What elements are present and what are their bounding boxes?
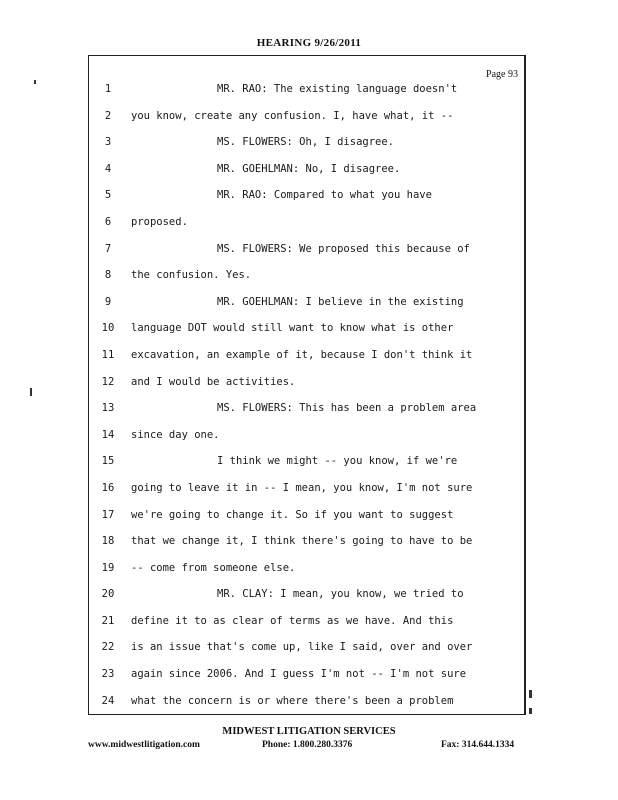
- line-number: 16: [101, 481, 115, 494]
- line-text: is an issue that's come up, like I said, over and over: [131, 641, 473, 654]
- line-text: -- come from someone else.: [131, 561, 296, 574]
- line-text: the confusion. Yes.: [131, 269, 252, 282]
- line-text: what the concern is or where there's been a problem: [131, 694, 454, 707]
- transcript-lines: [89, 76, 524, 714]
- line-number: 9: [104, 295, 112, 308]
- line-number: 21: [101, 614, 115, 627]
- margin-mark: [30, 388, 32, 396]
- transcript-line: [89, 342, 524, 369]
- transcript-line: [89, 634, 524, 661]
- transcript-line: [89, 76, 524, 103]
- line-text: proposed.: [131, 215, 188, 228]
- transcript-line: [89, 262, 524, 289]
- transcript-line: [89, 182, 524, 209]
- margin-mark: [529, 690, 532, 698]
- line-text: MS. FLOWERS: This has been a problem area: [217, 402, 477, 415]
- footer-fax: Fax: 314.644.1334: [441, 740, 515, 750]
- line-text: again since 2006. And I guess I'm not -- I'm not sure: [131, 668, 467, 681]
- line-text: that we change it, I think there's going to have to be: [131, 535, 473, 548]
- document-header: HEARING 9/26/2011: [256, 37, 362, 49]
- line-text: MR. RAO: Compared to what you have: [217, 189, 432, 202]
- line-text: you know, create any confusion. I, have what, it --: [131, 109, 454, 122]
- line-text: MS. FLOWERS: We proposed this because of: [217, 242, 470, 255]
- transcript-line: [89, 688, 524, 715]
- transcript-line: [89, 236, 524, 263]
- transcript-line: [89, 209, 524, 236]
- transcript-page: [88, 55, 526, 715]
- line-number: 20: [101, 588, 115, 601]
- transcript-line: [89, 369, 524, 396]
- transcript-line: [89, 475, 524, 502]
- line-text: excavation, an example of it, because I don't think it: [131, 348, 473, 361]
- page-number: Page 93: [486, 69, 518, 80]
- line-text: and I would be activities.: [131, 375, 296, 388]
- margin-mark: [34, 80, 36, 84]
- line-number: 23: [101, 668, 115, 681]
- transcript-line: [89, 528, 524, 555]
- transcript-line: [89, 661, 524, 688]
- line-number: 22: [101, 641, 115, 654]
- transcript-line: [89, 103, 524, 130]
- line-text: MR. CLAY: I mean, you know, we tried to: [217, 588, 464, 601]
- line-number: 14: [101, 428, 115, 441]
- line-text: MR. RAO: The existing language doesn't: [217, 83, 458, 95]
- line-text: language DOT would still want to know what is other: [131, 322, 454, 335]
- line-number: 3: [104, 136, 112, 149]
- transcript-line: [89, 448, 524, 475]
- line-number: 10: [101, 322, 115, 335]
- line-text: I think we might -- you know, if we're: [217, 455, 458, 468]
- transcript-line: [89, 608, 524, 635]
- line-number: 18: [101, 535, 115, 548]
- transcript-line: [89, 156, 524, 183]
- transcript-line: [89, 315, 524, 342]
- transcript-line: [89, 129, 524, 156]
- line-number: 11: [101, 348, 115, 361]
- transcript-line: [89, 289, 524, 316]
- line-number: 24: [101, 694, 115, 707]
- line-number: 2: [104, 109, 112, 122]
- line-text: MR. GOEHLMAN: I believe in the existing: [217, 295, 464, 308]
- line-number: 4: [104, 162, 112, 175]
- footer-phone: Phone: 1.800.280.3376: [262, 740, 353, 750]
- footer-website: www.midwestlitigation.com: [88, 740, 200, 750]
- transcript-line: [89, 555, 524, 582]
- line-text: MR. GOEHLMAN: No, I disagree.: [217, 162, 401, 175]
- transcript-line: [89, 502, 524, 529]
- transcript-line: [89, 422, 524, 449]
- line-number: 5: [104, 189, 112, 202]
- line-number: 6: [104, 215, 112, 228]
- line-text: going to leave it in -- I mean, you know, I'm not sure: [131, 481, 473, 494]
- line-text: we're going to change it. So if you want to suggest: [131, 508, 454, 521]
- line-text: since day one.: [131, 428, 220, 441]
- line-number: 19: [101, 561, 115, 574]
- transcript-line: [89, 581, 524, 608]
- margin-mark: [529, 708, 532, 714]
- line-text: define it to as clear of terms as we have. And this: [131, 614, 454, 627]
- line-number: 15: [101, 455, 115, 468]
- line-number: 1: [104, 83, 112, 95]
- line-number: 13: [101, 402, 115, 415]
- line-number: 12: [101, 375, 115, 388]
- line-number: 8: [104, 269, 112, 282]
- line-number: 7: [104, 242, 112, 255]
- transcript-line: [89, 395, 524, 422]
- footer-company: MIDWEST LITIGATION SERVICES: [222, 726, 396, 737]
- line-number: 17: [101, 508, 115, 521]
- line-text: MS. FLOWERS: Oh, I disagree.: [217, 136, 395, 149]
